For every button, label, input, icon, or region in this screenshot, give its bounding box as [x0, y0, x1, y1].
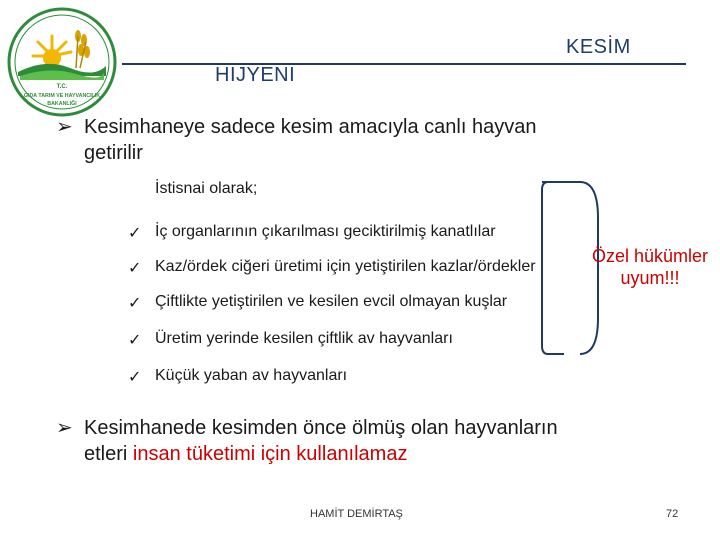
exception-text: Üretim yerinde kesilen çiftlik av hayvanları — [155, 330, 453, 347]
exceptions-intro: İstisnai olarak; — [155, 180, 258, 197]
exception-text: Çiftlikte yetiştirilen ve kesilen evcil olmayan kuşlar — [155, 293, 508, 310]
title-divider — [122, 63, 686, 65]
page-number: 72 — [666, 508, 679, 520]
title-top: KESİM — [566, 36, 631, 58]
main-bullet-1-line1: Kesimhaneye sadece kesim amacıyla canlı hayvan — [84, 116, 537, 138]
main-bullet-2-line2-pre: etleri — [84, 443, 133, 465]
checkmark-icon: ✓ — [128, 225, 142, 242]
note-line1: Özel hükümler — [592, 246, 709, 266]
main-bullet-2-line2 — [84, 442, 407, 466]
logo-emblem-icon — [6, 6, 118, 118]
exception-text: Kaz/ördek ciğeri üretimi için yetiştirilen kazlar/ördekler — [155, 258, 536, 275]
main-bullet-2-line2-red: insan tüketimi için kullanılamaz — [132, 443, 408, 465]
special-provisions-note — [592, 245, 708, 289]
checkmark-icon: ✓ — [128, 332, 142, 349]
main-bullet-2-line1: Kesimhanede kesimden önce ölmüş olan hayvanların — [84, 417, 558, 439]
title-bottom: HİJYENİ — [215, 64, 296, 86]
logo-line2: GIDA TARIM VE HAYVANCILIK — [23, 93, 101, 99]
checkmark-icon: ✓ — [128, 369, 142, 386]
footer-author: HAMİT DEMİRTAŞ — [310, 508, 403, 520]
main-bullet-1 — [56, 115, 676, 167]
exception-text: Küçük yaban av hayvanları — [155, 367, 348, 384]
arrow-bullet-icon: ➢ — [56, 116, 73, 138]
logo-line3: BAKANLIĞI — [47, 101, 77, 107]
main-bullet-2 — [56, 416, 676, 468]
ministry-logo — [6, 6, 118, 118]
exception-text: İç organlarının çıkarılması geciktirilmiş kanatlılar — [155, 223, 496, 240]
note-line2: uyum!!! — [620, 268, 680, 288]
checkmark-icon: ✓ — [128, 295, 142, 312]
checkmark-icon: ✓ — [128, 260, 142, 277]
main-bullet-1-line2: getirilir — [84, 142, 143, 164]
arrow-bullet-icon: ➢ — [56, 417, 73, 439]
logo-line1: T.C. — [56, 84, 68, 90]
